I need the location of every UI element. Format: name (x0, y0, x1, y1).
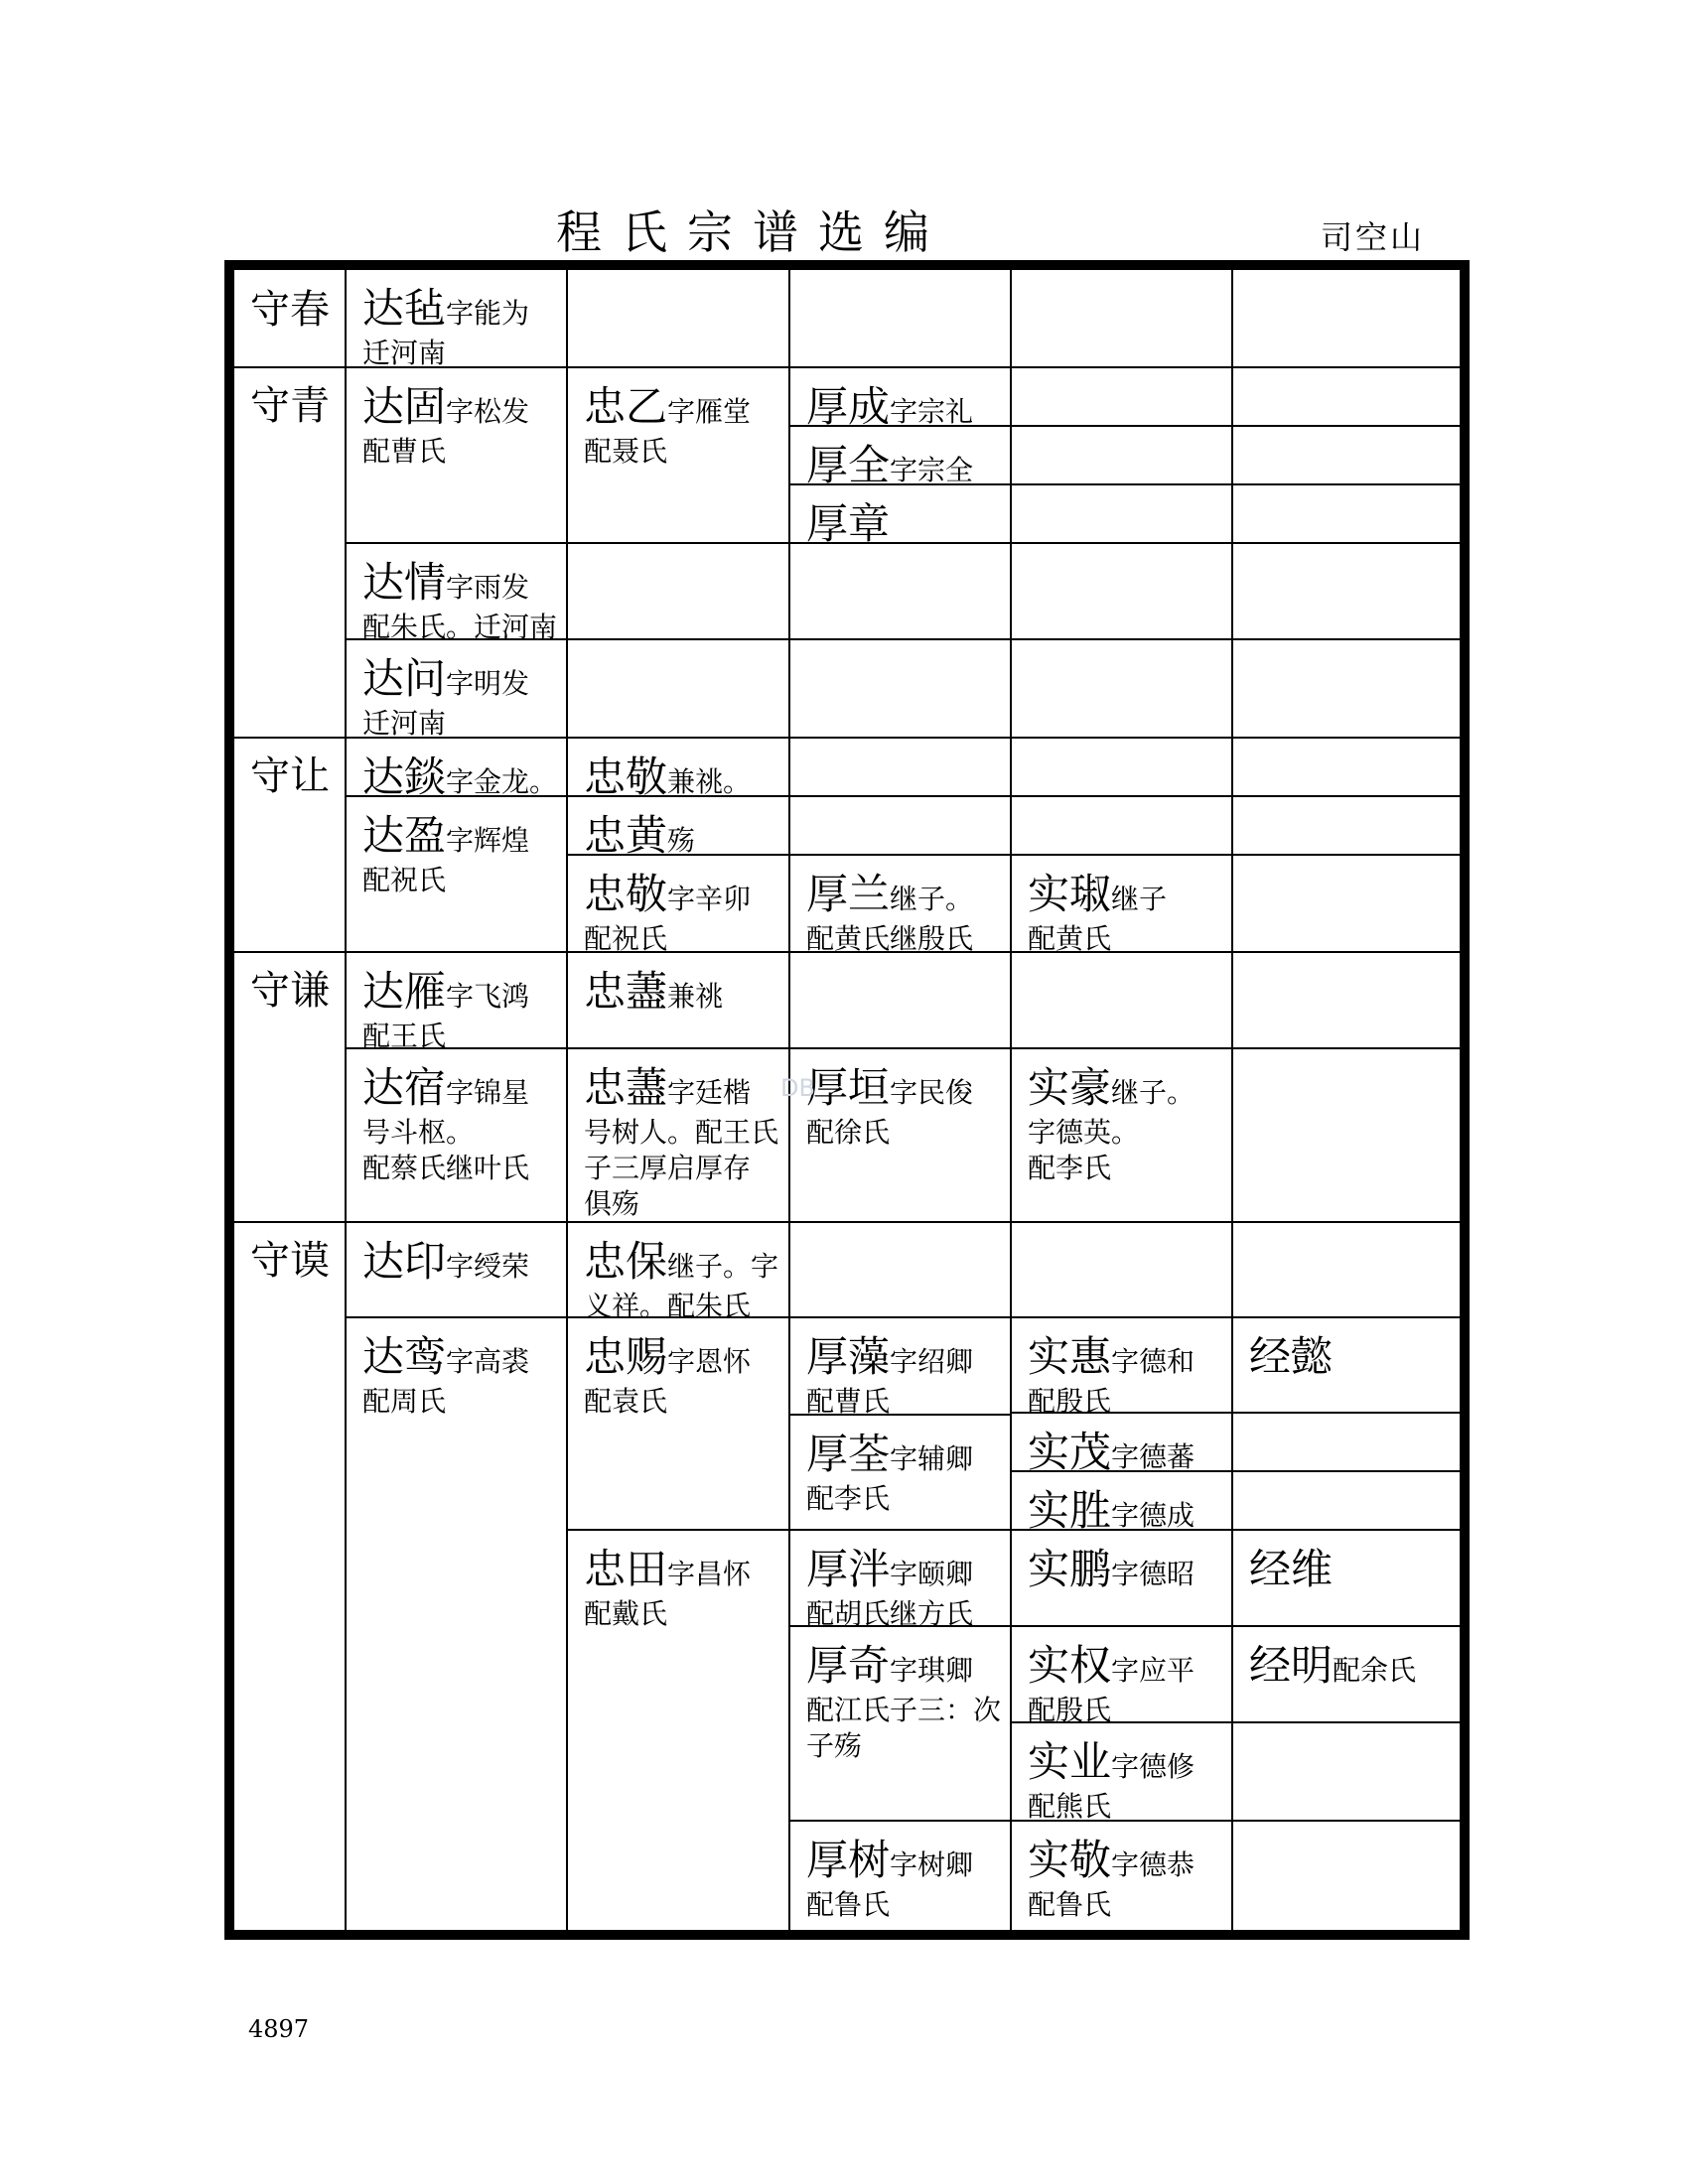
member-name: 实茂 (1028, 1428, 1112, 1476)
generation-name: 守青 (250, 383, 330, 429)
member-note: 字昌怀 (667, 1558, 752, 1590)
member-name: 达錟 (362, 752, 447, 801)
entry-cell (1012, 1822, 1231, 1923)
member-detail: 号斗枢。 (362, 1116, 475, 1149)
page-number: 4897 (248, 2015, 310, 2043)
member-name: 厚荃 (806, 1430, 891, 1478)
member-detail: 配曹氏 (806, 1385, 891, 1418)
member-note: 字应平 (1111, 1654, 1196, 1687)
entry-cell (568, 797, 788, 863)
entry-cell (790, 1822, 1010, 1923)
entry-cell (347, 953, 566, 1054)
entry-cell (790, 1416, 1010, 1517)
generation-name: 守让 (250, 753, 330, 799)
member-note: 字德和 (1111, 1345, 1196, 1378)
member-detail: 配李氏 (806, 1482, 891, 1515)
member-detail: 配殷氏 (1028, 1385, 1112, 1418)
member-detail: 配蔡氏继叶氏 (362, 1152, 530, 1184)
entry-cell (568, 953, 788, 1019)
member-name: 忠乙 (584, 382, 668, 431)
entry-cell (568, 1049, 788, 1222)
member-name: 达情 (362, 558, 447, 607)
member-detail: 配黄氏 (1028, 922, 1112, 955)
entry-cell (347, 368, 566, 470)
entry-cell (790, 856, 1010, 957)
member-name: 厚成 (806, 382, 891, 431)
member-detail: 配祝氏 (362, 864, 447, 896)
member-note: 继子。 (1111, 1076, 1196, 1109)
member-note: 字民俊 (890, 1076, 974, 1109)
member-name: 厚全 (806, 441, 891, 489)
member-name: 经明 (1249, 1641, 1334, 1690)
member-name: 达问 (362, 654, 447, 703)
entry-cell (1233, 1318, 1460, 1384)
member-detail: 配熊氏 (1028, 1790, 1112, 1823)
member-note: 字能为 (446, 297, 530, 330)
member-note: 字恩怀 (667, 1345, 752, 1378)
member-name: 忠敬 (584, 870, 668, 918)
member-name: 达固 (362, 382, 447, 431)
entry-cell (568, 739, 788, 804)
entry-cell (790, 1627, 1010, 1764)
member-name: 厚垣 (806, 1063, 891, 1112)
member-detail: 字德英。 (1028, 1116, 1140, 1149)
member-detail: 配曹氏 (362, 435, 447, 468)
member-detail: 配祝氏 (584, 922, 668, 955)
generation-name: 守谟 (250, 1238, 330, 1284)
member-note: 字辉煌 (446, 824, 530, 857)
member-name: 实胜 (1028, 1486, 1112, 1535)
member-note: 字德蕃 (1111, 1440, 1196, 1473)
entry-cell (568, 1531, 788, 1632)
member-detail: 迁河南 (362, 337, 447, 369)
member-detail: 配徐氏 (806, 1116, 891, 1149)
generation-name: 守谦 (250, 968, 330, 1014)
member-name: 实敬 (1028, 1836, 1112, 1884)
location-label: 司空山 (1321, 218, 1426, 256)
member-name: 实鹏 (1028, 1545, 1112, 1593)
member-note: 字辅卿 (890, 1442, 974, 1475)
member-note: 兼祧 (667, 980, 724, 1013)
entry-cell (790, 485, 1010, 551)
member-name: 厚章 (806, 499, 891, 548)
entry-cell (568, 368, 788, 470)
member-detail: 配朱氏。迁河南 (362, 611, 558, 643)
entry-cell (347, 1223, 566, 1289)
member-note: 字绶荣 (446, 1250, 530, 1283)
entry-cell (1012, 1318, 1231, 1420)
member-note: 字明发 (446, 667, 530, 700)
member-detail: 配鲁氏 (1028, 1888, 1112, 1921)
entry-cell (347, 544, 566, 645)
member-name: 忠藎 (584, 967, 668, 1016)
member-detail: 配李氏 (1028, 1152, 1112, 1184)
member-name: 经懿 (1249, 1332, 1334, 1381)
entry-cell (1012, 1627, 1231, 1728)
member-note: 字飞鸿 (446, 980, 530, 1013)
entry-cell (1012, 1723, 1231, 1825)
page-title: 程氏宗谱选编 (556, 205, 949, 259)
member-name: 厚兰 (806, 870, 891, 918)
member-name: 忠敬 (584, 752, 668, 801)
member-note: 字德修 (1111, 1750, 1196, 1783)
entry-cell (790, 427, 1010, 492)
member-name: 忠田 (584, 1545, 668, 1593)
member-note: 配余氏 (1333, 1654, 1417, 1687)
member-note: 继子 (1111, 883, 1168, 915)
member-detail: 配殷氏 (1028, 1694, 1112, 1726)
member-note: 字德成 (1111, 1499, 1196, 1532)
member-name: 实权 (1028, 1641, 1112, 1690)
member-detail: 配胡氏继方氏 (806, 1597, 974, 1630)
member-name: 达宿 (362, 1063, 447, 1112)
member-note: 字德昭 (1111, 1558, 1196, 1590)
member-note: 字雨发 (446, 571, 530, 604)
entry-cell (1012, 1049, 1231, 1186)
member-name: 厚奇 (806, 1641, 891, 1690)
member-name: 达盈 (362, 811, 447, 860)
member-detail: 子三厚启厚存 (584, 1152, 752, 1184)
entry-cell (568, 1223, 788, 1324)
member-name: 实琡 (1028, 870, 1112, 918)
entry-cell (790, 368, 1010, 434)
member-detail: 配周氏 (362, 1385, 447, 1418)
member-name: 实业 (1028, 1737, 1112, 1786)
entry-cell (790, 1318, 1010, 1420)
member-note: 字德恭 (1111, 1848, 1196, 1881)
member-detail: 配王氏 (362, 1020, 447, 1052)
watermark: DB (780, 1074, 815, 1102)
entry-cell (347, 640, 566, 742)
entry-cell (1233, 1531, 1460, 1596)
member-note: 字锦星 (446, 1076, 530, 1109)
member-note: 殇 (667, 824, 696, 857)
member-note: 字松发 (446, 395, 530, 428)
member-note: 字颐卿 (890, 1558, 974, 1590)
member-detail: 迁河南 (362, 707, 447, 740)
member-name: 厚藻 (806, 1332, 891, 1381)
member-name: 忠赐 (584, 1332, 668, 1381)
member-note: 字绍卿 (890, 1345, 974, 1378)
member-name: 实豪 (1028, 1063, 1112, 1112)
generation-name: 守春 (250, 287, 330, 333)
member-name: 厚泮 (806, 1545, 891, 1593)
member-note: 字雁堂 (667, 395, 752, 428)
entry-cell (1233, 1627, 1460, 1693)
member-note: 字宗全 (890, 454, 974, 486)
member-detail: 子殇 (806, 1729, 863, 1762)
member-note: 字宗礼 (890, 395, 974, 428)
member-name: 达毡 (362, 284, 447, 333)
member-name: 经维 (1249, 1545, 1334, 1593)
entry-cell (347, 1318, 566, 1420)
member-note: 字廷楷 (667, 1076, 752, 1109)
member-name: 实惠 (1028, 1332, 1112, 1381)
member-name: 达鸾 (362, 1332, 447, 1381)
entry-cell (1012, 1414, 1231, 1479)
member-name: 忠藎 (584, 1063, 668, 1112)
member-detail: 配戴氏 (584, 1597, 668, 1630)
member-name: 忠黄 (584, 811, 668, 860)
entry-cell (347, 739, 566, 804)
member-name: 忠保 (584, 1237, 668, 1286)
member-name: 达雁 (362, 967, 447, 1016)
member-note: 字琪卿 (890, 1654, 974, 1687)
member-note: 兼祧。 (667, 765, 752, 798)
entry-cell (568, 1318, 788, 1420)
member-detail: 配黄氏继殷氏 (806, 922, 974, 955)
member-detail: 配聂氏 (584, 435, 668, 468)
member-detail: 俱殇 (584, 1187, 640, 1220)
member-note: 字金龙。 (446, 765, 558, 798)
entry-cell (1012, 856, 1231, 957)
member-detail: 号树人。配王氏 (584, 1116, 779, 1149)
entry-cell (790, 1049, 1010, 1151)
member-name: 厚树 (806, 1836, 891, 1884)
member-name: 达印 (362, 1237, 447, 1286)
member-detail: 配鲁氏 (806, 1888, 891, 1921)
entry-cell (568, 856, 788, 957)
entry-cell (790, 1531, 1010, 1632)
member-note: 继子。字 (667, 1250, 779, 1283)
entry-cell (347, 797, 566, 898)
member-detail: 配袁氏 (584, 1385, 668, 1418)
member-detail: 义祥。配朱氏 (584, 1290, 752, 1322)
member-note: 字高裘 (446, 1345, 530, 1378)
member-note: 继子。 (890, 883, 974, 915)
member-detail: 配江氏子三：次 (806, 1694, 1002, 1726)
entry-cell (347, 1049, 566, 1186)
entry-cell (347, 270, 566, 371)
member-note: 字辛卯 (667, 883, 752, 915)
entry-cell (1012, 1472, 1231, 1538)
member-note: 字树卿 (890, 1848, 974, 1881)
entry-cell (1012, 1531, 1231, 1596)
